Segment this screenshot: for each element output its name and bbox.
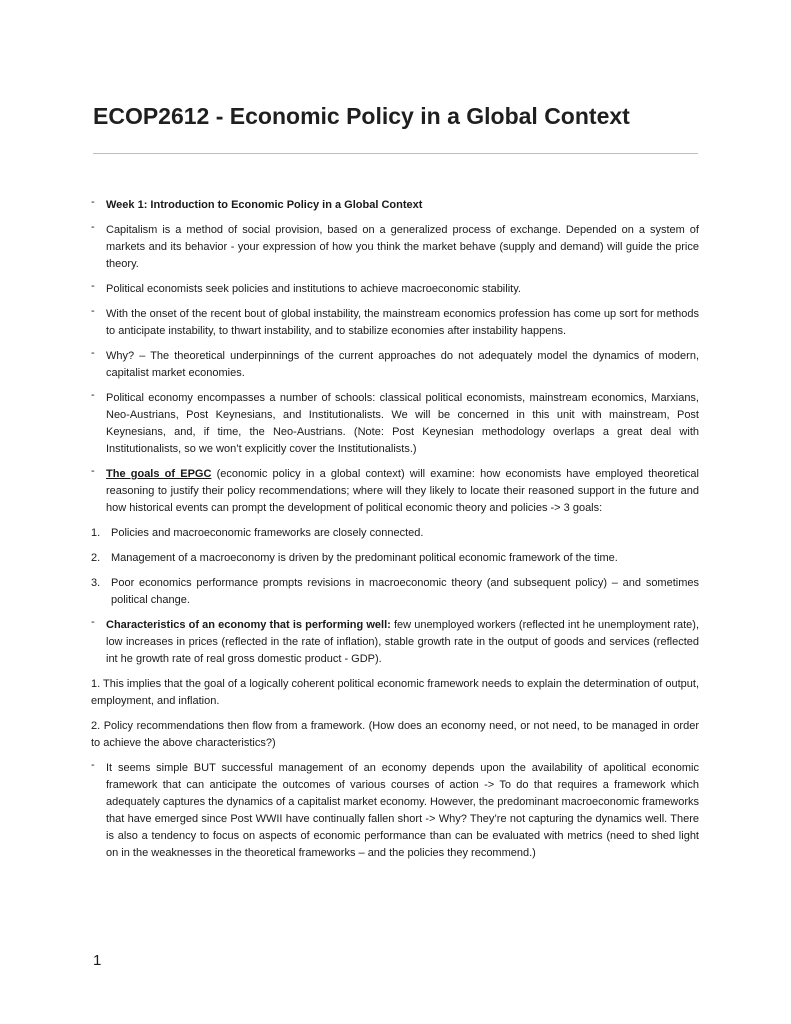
characteristics-text: few unemployed workers (reflected int he unemployment rate), low increases in prices (reflected in the rate of inflation), stable growth rate in the output of goods and services (reflected int he growth rate of real gross domestic product - GDP).	[106, 619, 699, 665]
list-item-characteristics	[91, 617, 699, 668]
page-number: 1	[93, 952, 102, 969]
schools-text: Political economy encompasses a number of schools: classical political economists, mainstream economics, Marxians, Neo-Austrians, Post Keynesians, and Institutionalists. We will be concerned in this unit with mainstream, Post Keynesians, and, if time, the Neo-Austrians. (Note: Post Keynesian methodology overlaps a great deal with Institutionalists, so we won’t explicitly cover the Institutionalists.)	[106, 392, 699, 455]
bullet-dash: -	[91, 759, 95, 771]
goal-text: Policies and macroeconomic frameworks are closely connected.	[111, 527, 424, 539]
goal-number: 3.	[91, 577, 101, 589]
list-item-capitalism	[91, 222, 699, 273]
bullet-dash: -	[91, 221, 95, 233]
list-item-schools	[91, 390, 699, 458]
implication-paragraph: 2. Policy recommendations then flow from a framework. (How does an economy need, or not need, to be managed in order to achieve the above characteristics?)	[91, 720, 699, 749]
onset-text: With the onset of the recent bout of global instability, the mainstream economics profession has come up sort for methods to anticipate instability, to thwart instability, and to stabilize economies after instability happens.	[106, 308, 699, 337]
list-item-onset	[91, 306, 699, 340]
list-item-week-heading	[91, 197, 699, 214]
bullet-dash: -	[91, 389, 95, 401]
political-economists-text: Political economists seek policies and institutions to achieve macroeconomic stability.	[106, 283, 521, 295]
list-item-why	[91, 348, 699, 382]
bullet-dash: -	[91, 465, 95, 477]
why-text: Why? – The theoretical underpinnings of the current approaches do not adequately model the dynamics of modern, capitalist market economies.	[106, 350, 699, 379]
goal-item	[91, 550, 699, 567]
notes-body	[91, 197, 699, 870]
goal-text: Poor economics performance prompts revisions in macroeconomic theory (and subsequent policy) – and sometimes political change.	[111, 577, 699, 606]
week-heading: Week 1: Introduction to Economic Policy in a Global Context	[106, 199, 423, 211]
goal-item	[91, 575, 699, 609]
bullet-dash: -	[91, 196, 95, 208]
document-title: ECOP2612 - Economic Policy in a Global Context	[93, 103, 630, 129]
bullet-dash: -	[91, 616, 95, 628]
list-item-seems-simple	[91, 760, 699, 862]
seems-simple-text: It seems simple BUT successful management of an economy depends upon the availability of apolitical economic framework that can anticipate the outcomes of various courses of action -> To do that requires a framework which adequately captures the dynamics of a capitalist market economy. However, the predominant macroeconomic frameworks that have emerged since Post WWII have continually fallen short -> Why? They’re not capturing the dynamics well. There is also a tendency to focus on aspects of economic performance than can be evaluated with metrics (need to shed light on in the weaknesses in the theoretical frameworks – and the policies they recommend.)	[106, 762, 699, 859]
bullet-dash: -	[91, 305, 95, 317]
list-item-goals	[91, 466, 699, 517]
goals-lead: The goals of EPGC	[106, 468, 212, 480]
goal-number: 2.	[91, 552, 101, 564]
title-divider	[93, 153, 698, 154]
goal-text: Management of a macroeconomy is driven by the predominant political economic framework of the time.	[111, 552, 618, 564]
goals-text: (economic policy in a global context) will examine: how economists have employed theoretical reasoning to justify their policy recommendations; where will they likely to locate their reasoned support in the future and how historical events can prompt the development of political economic theory and policies -> 3 goals:	[106, 468, 699, 514]
implication-paragraph: 1. This implies that the goal of a logically coherent political economic framework needs to explain the determination of output, employment, and inflation.	[91, 678, 699, 707]
characteristics-lead: Characteristics of an economy that is performing well:	[106, 619, 391, 631]
bullet-dash: -	[91, 280, 95, 292]
bullet-dash: -	[91, 347, 95, 359]
capitalism-text: Capitalism is a method of social provision, based on a generalized process of exchange. Depended on a system of markets and its behavior - your expression of how you think the market behave (supply and demand) will guide the price theory.	[106, 224, 699, 270]
list-item-political-economists	[91, 281, 699, 298]
goal-number: 1.	[91, 527, 101, 539]
goal-item	[91, 525, 699, 542]
